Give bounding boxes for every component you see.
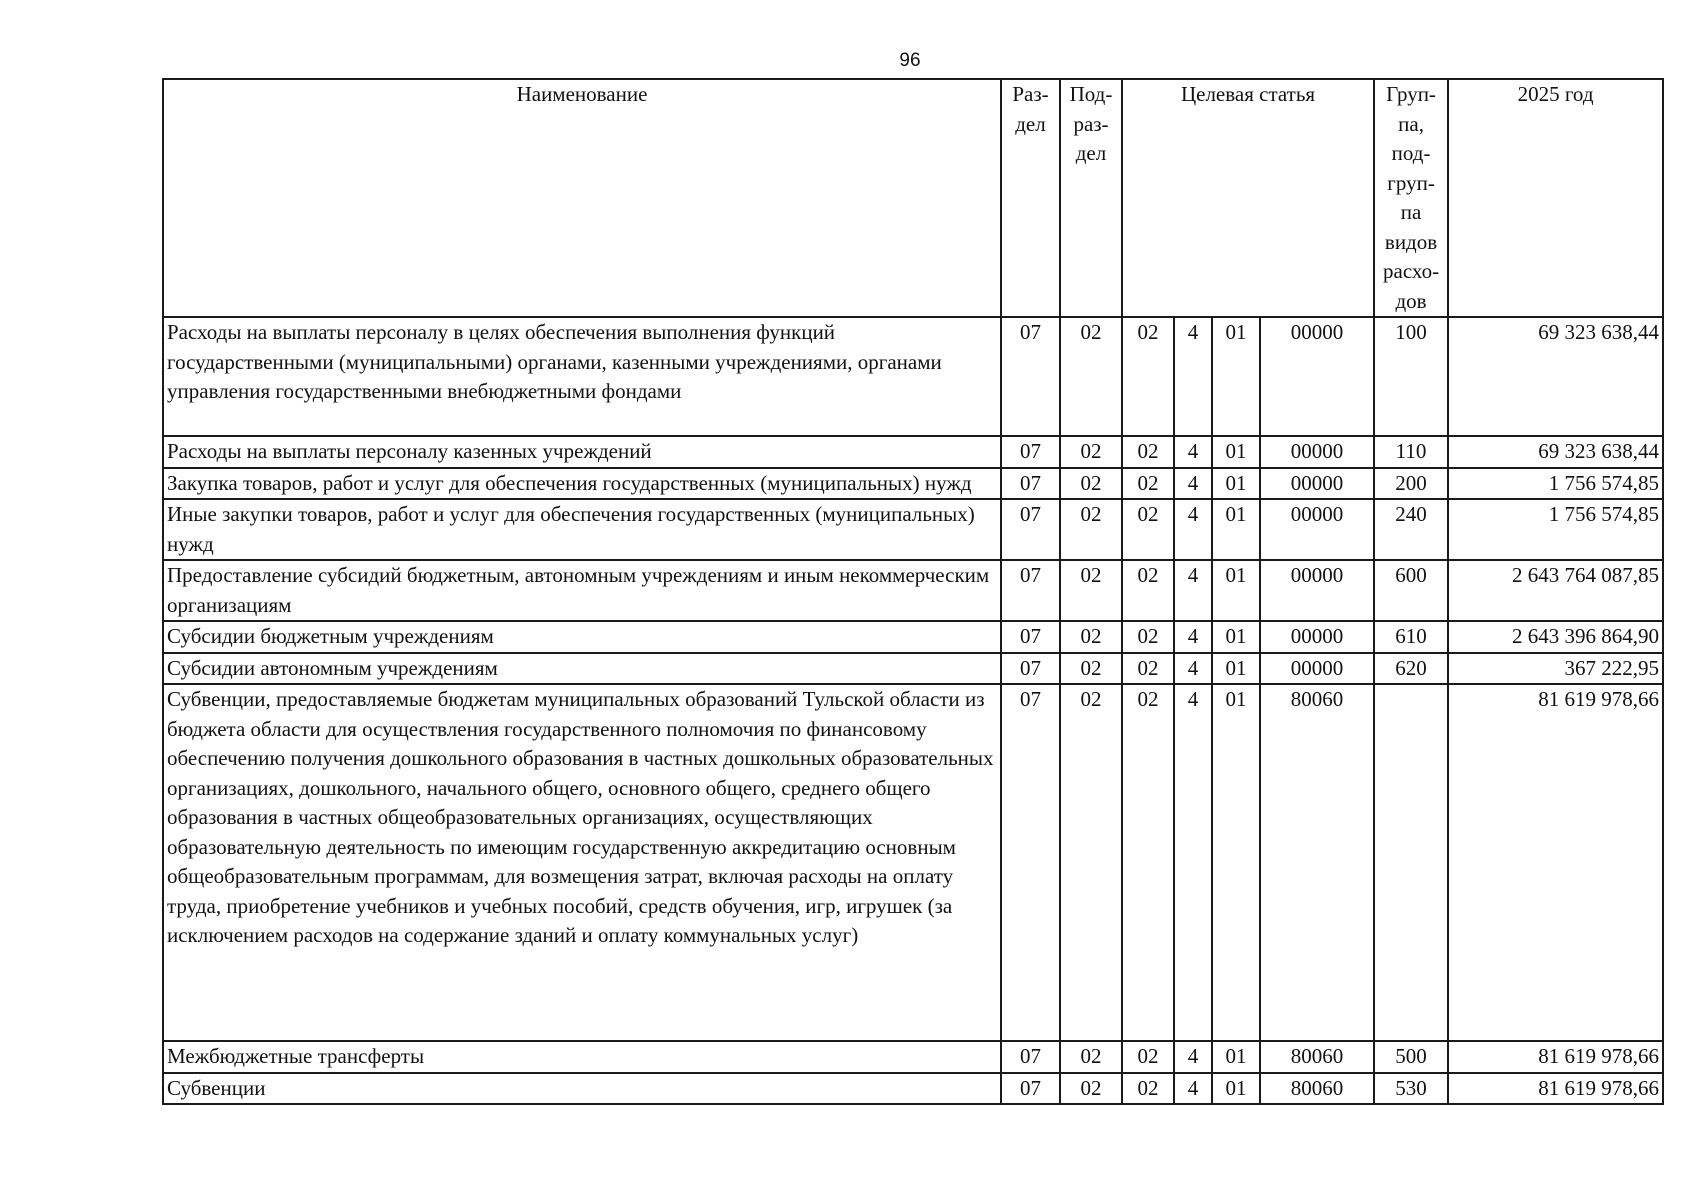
row-cs-program: 02 <box>1122 436 1174 468</box>
row-cs-program: 02 <box>1122 1073 1174 1105</box>
header-podrazdel-line: Под- <box>1069 82 1113 106</box>
row-group: 100 <box>1374 317 1448 436</box>
row-cs-direction: 00000 <box>1260 468 1374 500</box>
table-row <box>163 436 1663 468</box>
row-cs-program: 02 <box>1122 621 1174 653</box>
table-row <box>163 499 1663 560</box>
table-row <box>163 1041 1663 1073</box>
header-gruppa-line: видов <box>1384 229 1438 254</box>
row-cs-type: 4 <box>1174 317 1212 436</box>
header-year: 2025 год <box>1448 79 1663 317</box>
header-razdel-line: дел <box>1015 111 1046 136</box>
header-gruppa-line: дов <box>1395 288 1427 313</box>
row-cs-direction: 80060 <box>1260 684 1374 1041</box>
row-amount: 69 323 638,44 <box>1448 317 1663 436</box>
row-name: Межбюджетные трансферты <box>163 1041 1001 1073</box>
row-cs-type: 4 <box>1174 621 1212 653</box>
row-cs-program: 02 <box>1122 1041 1174 1073</box>
row-podrazdel: 02 <box>1060 684 1122 1041</box>
table-row <box>163 653 1663 685</box>
row-cs-direction: 00000 <box>1260 653 1374 685</box>
row-cs-program: 02 <box>1122 317 1174 436</box>
row-group: 240 <box>1374 499 1448 560</box>
header-gruppa <box>1374 79 1448 317</box>
row-cs-element: 01 <box>1212 653 1260 685</box>
row-group: 200 <box>1374 468 1448 500</box>
row-podrazdel: 02 <box>1060 1073 1122 1105</box>
row-podrazdel: 02 <box>1060 317 1122 436</box>
table-row <box>163 468 1663 500</box>
row-cs-program: 02 <box>1122 468 1174 500</box>
row-cs-type: 4 <box>1174 1073 1212 1105</box>
row-amount: 81 619 978,66 <box>1448 684 1663 1041</box>
row-cs-direction: 00000 <box>1260 499 1374 560</box>
header-podrazdel <box>1060 79 1122 317</box>
header-razdel-line: Раз- <box>1012 82 1049 106</box>
budget-table <box>162 78 1664 1105</box>
row-razdel: 07 <box>1001 317 1060 436</box>
page-number: 96 <box>899 50 921 71</box>
row-name: Расходы на выплаты персоналу в целях обеспечения выполнения функций государственными (муниципальными) органами, казенными учреждениями, органами управления государственными внебюджетными фондами <box>163 317 1001 436</box>
table-row <box>163 560 1663 621</box>
table-row <box>163 1073 1663 1105</box>
row-amount: 367 222,95 <box>1448 653 1663 685</box>
row-cs-element: 01 <box>1212 499 1260 560</box>
row-podrazdel: 02 <box>1060 560 1122 621</box>
row-cs-direction: 00000 <box>1260 560 1374 621</box>
row-cs-element: 01 <box>1212 621 1260 653</box>
row-group: 110 <box>1374 436 1448 468</box>
row-cs-direction: 00000 <box>1260 317 1374 436</box>
header-gruppa-line: па, <box>1398 111 1424 136</box>
row-name: Субвенции <box>163 1073 1001 1105</box>
row-razdel: 07 <box>1001 621 1060 653</box>
row-cs-direction: 00000 <box>1260 436 1374 468</box>
row-amount: 2 643 396 864,90 <box>1448 621 1663 653</box>
table-header-row <box>163 79 1663 317</box>
row-cs-type: 4 <box>1174 499 1212 560</box>
row-group <box>1374 684 1448 1041</box>
row-amount: 69 323 638,44 <box>1448 436 1663 468</box>
header-gruppa-line: расхо- <box>1383 259 1440 283</box>
row-amount: 81 619 978,66 <box>1448 1041 1663 1073</box>
row-name: Субсидии автономным учреждениям <box>163 653 1001 685</box>
row-cs-element: 01 <box>1212 1073 1260 1105</box>
row-razdel: 07 <box>1001 1073 1060 1105</box>
row-name: Закупка товаров, работ и услуг для обеспечения государственных (муниципальных) нужд <box>163 468 1001 500</box>
row-cs-type: 4 <box>1174 560 1212 621</box>
row-group: 620 <box>1374 653 1448 685</box>
row-razdel: 07 <box>1001 1041 1060 1073</box>
header-razdel <box>1001 79 1060 317</box>
row-cs-type: 4 <box>1174 1041 1212 1073</box>
row-podrazdel: 02 <box>1060 436 1122 468</box>
row-amount: 2 643 764 087,85 <box>1448 560 1663 621</box>
row-podrazdel: 02 <box>1060 653 1122 685</box>
row-name: Предоставление субсидий бюджетным, автономным учреждениям и иным некоммерческим организациям <box>163 560 1001 621</box>
row-name: Расходы на выплаты персоналу казенных учреждений <box>163 436 1001 468</box>
row-podrazdel: 02 <box>1060 468 1122 500</box>
table-row <box>163 621 1663 653</box>
row-amount: 1 756 574,85 <box>1448 468 1663 500</box>
row-cs-program: 02 <box>1122 653 1174 685</box>
header-podrazdel-line: раз- <box>1073 111 1109 136</box>
row-podrazdel: 02 <box>1060 1041 1122 1073</box>
row-group: 600 <box>1374 560 1448 621</box>
row-amount: 1 756 574,85 <box>1448 499 1663 560</box>
row-cs-type: 4 <box>1174 684 1212 1041</box>
row-group: 610 <box>1374 621 1448 653</box>
row-podrazdel: 02 <box>1060 621 1122 653</box>
row-amount: 81 619 978,66 <box>1448 1073 1663 1105</box>
row-razdel: 07 <box>1001 436 1060 468</box>
row-cs-element: 01 <box>1212 468 1260 500</box>
row-cs-direction: 80060 <box>1260 1041 1374 1073</box>
row-cs-direction: 80060 <box>1260 1073 1374 1105</box>
header-celevaya-statya: Целевая статья <box>1122 79 1374 317</box>
header-gruppa-line: груп- <box>1387 170 1435 195</box>
row-razdel: 07 <box>1001 499 1060 560</box>
row-razdel: 07 <box>1001 468 1060 500</box>
row-cs-direction: 00000 <box>1260 621 1374 653</box>
row-name: Иные закупки товаров, работ и услуг для обеспечения государственных (муниципальных) нужд <box>163 499 1001 560</box>
row-cs-element: 01 <box>1212 1041 1260 1073</box>
table-row <box>163 317 1663 436</box>
header-podrazdel-line: дел <box>1075 141 1107 165</box>
row-name: Субвенции, предоставляемые бюджетам муниципальных образований Тульской области из бюджета области для осуществления государственного полномочия по финансовому обеспечению получения дошкольного образования в частных дошкольных образовательных организациях, дошкольного, начального общего, основного общего, среднего общего образования в частных общеобразовательных организациях, осуществляющих образовательную деятельность по имеющим государственную аккредитацию основным общеобразовательным программам, для возмещения затрат, включая расходы на оплату труда, приобретение учебников и учебных пособий, средств обучения, игр, игрушек (за исключением расходов на содержание зданий и оплату коммунальных услуг) <box>163 684 1001 1041</box>
row-cs-type: 4 <box>1174 436 1212 468</box>
row-cs-element: 01 <box>1212 436 1260 468</box>
row-cs-program: 02 <box>1122 499 1174 560</box>
header-gruppa-line: Груп- <box>1386 82 1436 106</box>
row-razdel: 07 <box>1001 653 1060 685</box>
row-razdel: 07 <box>1001 684 1060 1041</box>
row-cs-element: 01 <box>1212 317 1260 436</box>
row-group: 500 <box>1374 1041 1448 1073</box>
table-body <box>163 317 1663 1104</box>
row-name: Субсидии бюджетным учреждениям <box>163 621 1001 653</box>
row-podrazdel: 02 <box>1060 499 1122 560</box>
row-cs-element: 01 <box>1212 560 1260 621</box>
row-cs-type: 4 <box>1174 653 1212 685</box>
row-cs-type: 4 <box>1174 468 1212 500</box>
row-cs-element: 01 <box>1212 684 1260 1041</box>
header-name: Наименование <box>163 79 1001 317</box>
header-gruppa-line: па <box>1400 200 1422 224</box>
header-gruppa-line: под- <box>1391 141 1431 165</box>
row-razdel: 07 <box>1001 560 1060 621</box>
row-cs-program: 02 <box>1122 560 1174 621</box>
row-group: 530 <box>1374 1073 1448 1105</box>
table-row <box>163 684 1663 1041</box>
row-cs-program: 02 <box>1122 684 1174 1041</box>
